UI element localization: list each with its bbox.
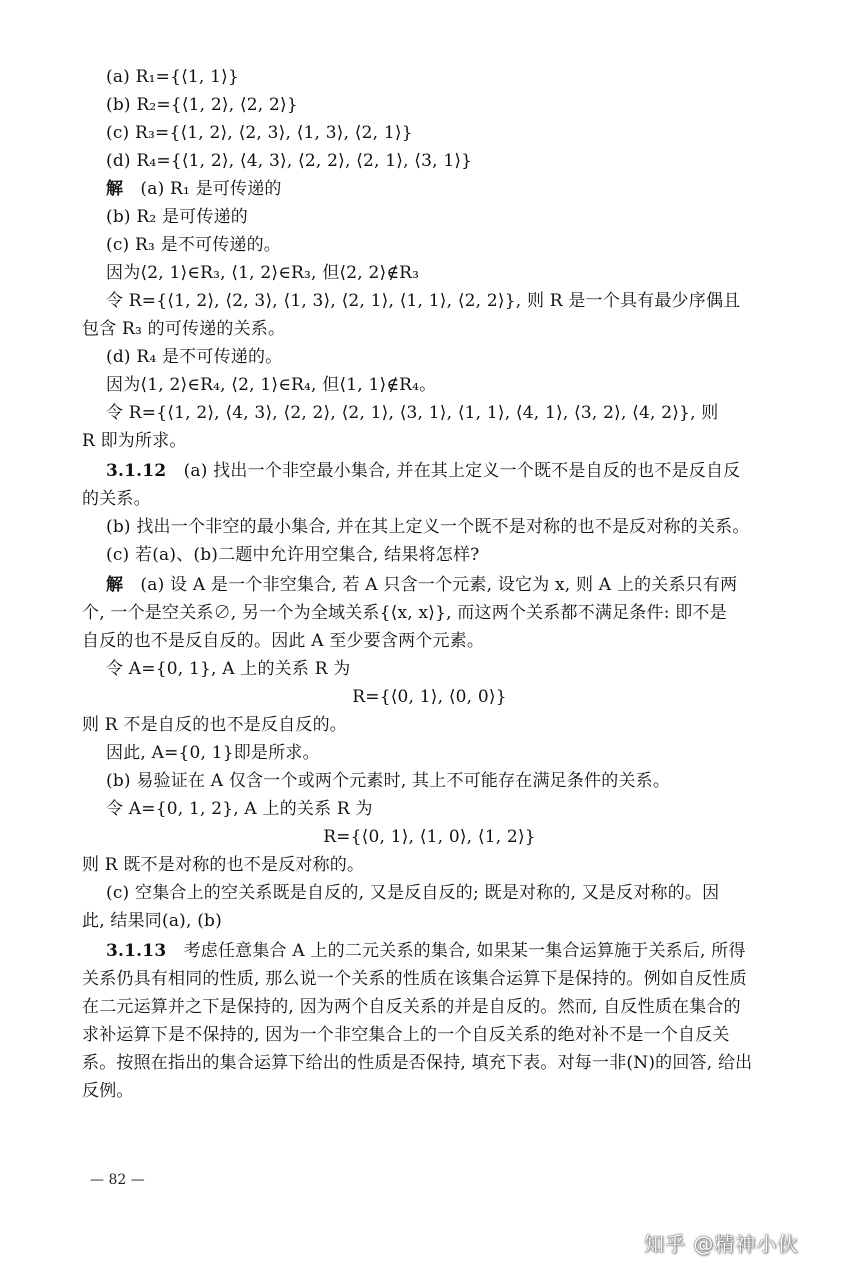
- line-lead: 解: [106, 179, 124, 199]
- line-text: 在二元运算并之下是保持的, 因为两个自反关系的并是自反的。然而, 自反性质在集合的: [82, 997, 741, 1017]
- text-line: [0, 686, 859, 708]
- text-line: [106, 742, 320, 764]
- line-text: (c) 若(a)、(b)二题中允许用空集合, 结果将怎样?: [106, 545, 480, 565]
- line-text: (a) 设 A 是一个非空集合, 若 A 只含一个元素, 设它为 x, 则 A 上的关系只有两: [140, 575, 738, 595]
- line-text: (b) 易验证在 A 仅含一个或两个元素时, 其上不可能存在满足条件的关系。: [106, 771, 671, 791]
- text-line: [82, 1080, 134, 1102]
- text-line: [106, 516, 750, 538]
- text-line: [106, 402, 719, 424]
- line-lead: 3.1.12: [106, 461, 167, 481]
- text-line: [82, 488, 151, 510]
- line-text: 反例。: [82, 1081, 134, 1101]
- text-line: [106, 234, 281, 256]
- line-text: 令 A={0, 1}, A 上的关系 R 为: [106, 659, 351, 679]
- text-line: [106, 346, 282, 368]
- text-line: [106, 882, 719, 904]
- text-line: [106, 940, 746, 962]
- text-line: [82, 318, 285, 340]
- text-line: [106, 206, 248, 228]
- line-text: 则 R 既不是对称的也不是反对称的。: [82, 855, 365, 875]
- text-line: [106, 94, 298, 116]
- line-text: 包含 R₃ 的可传递的关系。: [82, 319, 286, 339]
- text-line: [106, 262, 419, 284]
- text-line: [82, 630, 484, 652]
- line-text: (d) R₄ 是不可传递的。: [106, 347, 283, 367]
- line-text: R 即为所求。: [82, 431, 187, 451]
- line-text: 此, 结果同(a), (b): [82, 911, 222, 931]
- line-text: 令 R={⟨1, 2⟩, ⟨2, 3⟩, ⟨1, 3⟩, ⟨2, 1⟩, ⟨1, 1⟩, ⟨2, 2⟩}, 则 R 是一个具有最少序偶且: [106, 291, 741, 311]
- line-text: 求补运算下是不保持的, 因为一个非空集合上的一个自反关系的绝对补不是一个自反关: [82, 1025, 730, 1045]
- line-text: 因此, A={0, 1}即是所求。: [106, 743, 320, 763]
- line-text: 系。按照在指出的集合运算下给出的性质是否保持, 填充下表。对每一非(N)的回答, 给出: [82, 1053, 753, 1073]
- line-text: (d) R₄={⟨1, 2⟩, ⟨4, 3⟩, ⟨2, 2⟩, ⟨2, 1⟩, ⟨3, 1⟩}: [106, 151, 473, 171]
- line-text: 个, 一个是空关系∅, 另一个为全域关系{⟨x, x⟩}, 而这两个关系都不满足条件: 即不是: [82, 603, 727, 623]
- text-line: [82, 854, 364, 876]
- text-line: [106, 374, 436, 396]
- text-line: [82, 1052, 752, 1074]
- text-line: [106, 122, 413, 144]
- text-line: [106, 798, 373, 820]
- line-text: (c) R₃ 是不可传递的。: [106, 235, 282, 255]
- text-line: [82, 968, 747, 990]
- line-text: 因为⟨1, 2⟩∈R₄, ⟨2, 1⟩∈R₄, 但⟨1, 1⟩∉R₄。: [106, 375, 437, 395]
- text-line: [106, 658, 351, 680]
- line-lead: 解: [106, 575, 124, 595]
- line-text: 则 R 不是自反的也不是反自反的。: [82, 715, 348, 735]
- text-line: [106, 150, 472, 172]
- line-text: (b) R₂={⟨1, 2⟩, ⟨2, 2⟩}: [106, 95, 298, 115]
- text-line: [82, 602, 727, 624]
- line-text: (a) R₁ 是可传递的: [140, 179, 282, 199]
- page-number: — 82 —: [90, 1172, 145, 1188]
- text-line: [82, 430, 187, 452]
- line-text: (b) 找出一个非空的最小集合, 并在其上定义一个既不是对称的也不是反对称的关系。: [106, 517, 750, 537]
- text-line: [106, 460, 740, 482]
- line-text: 的关系。: [82, 489, 151, 509]
- text-line: [106, 574, 737, 596]
- line-text: R={⟨0, 1⟩, ⟨1, 0⟩, ⟨1, 2⟩}: [323, 827, 536, 847]
- line-text: (a) R₁={⟨1, 1⟩}: [106, 67, 239, 87]
- line-text: (c) R₃={⟨1, 2⟩, ⟨2, 3⟩, ⟨1, 3⟩, ⟨2, 1⟩}: [106, 123, 413, 143]
- line-text: R={⟨0, 1⟩, ⟨0, 0⟩}: [352, 687, 507, 707]
- text-line: [106, 66, 239, 88]
- line-lead: 3.1.13: [106, 941, 167, 961]
- line-text: (b) R₂ 是可传递的: [106, 207, 248, 227]
- text-line: [106, 178, 282, 200]
- line-text: 令 R={⟨1, 2⟩, ⟨4, 3⟩, ⟨2, 2⟩, ⟨2, 1⟩, ⟨3, 1⟩, ⟨1, 1⟩, ⟨4, 1⟩, ⟨3, 2⟩, ⟨4, 2⟩}, 则: [106, 403, 719, 423]
- line-text: (c) 空集合上的空关系既是自反的, 又是反自反的; 既是对称的, 又是反对称的。因: [106, 883, 720, 903]
- line-text: 因为⟨2, 1⟩∈R₃, ⟨1, 2⟩∈R₃, 但⟨2, 2⟩∉R₃: [106, 263, 420, 283]
- text-line: [106, 544, 479, 566]
- line-text: 关系仍具有相同的性质, 那么说一个关系的性质在该集合运算下是保持的。例如自反性质: [82, 969, 747, 989]
- text-line: [106, 770, 670, 792]
- watermark: 知乎 @精神小伙: [644, 1232, 799, 1256]
- text-line: [82, 910, 222, 932]
- text-line: [82, 714, 347, 736]
- line-text: 自反的也不是反自反的。因此 A 至少要含两个元素。: [82, 631, 485, 651]
- text-line: [106, 290, 740, 312]
- line-text: 令 A={0, 1, 2}, A 上的关系 R 为: [106, 799, 373, 819]
- text-line: [82, 1024, 730, 1046]
- line-text: (a) 找出一个非空最小集合, 并在其上定义一个既不是自反的也不是反自反: [183, 461, 741, 481]
- text-line: [82, 996, 741, 1018]
- line-text: 考虑任意集合 A 上的二元关系的集合, 如果某一集合运算施于关系后, 所得: [183, 941, 746, 961]
- text-line: [0, 826, 859, 848]
